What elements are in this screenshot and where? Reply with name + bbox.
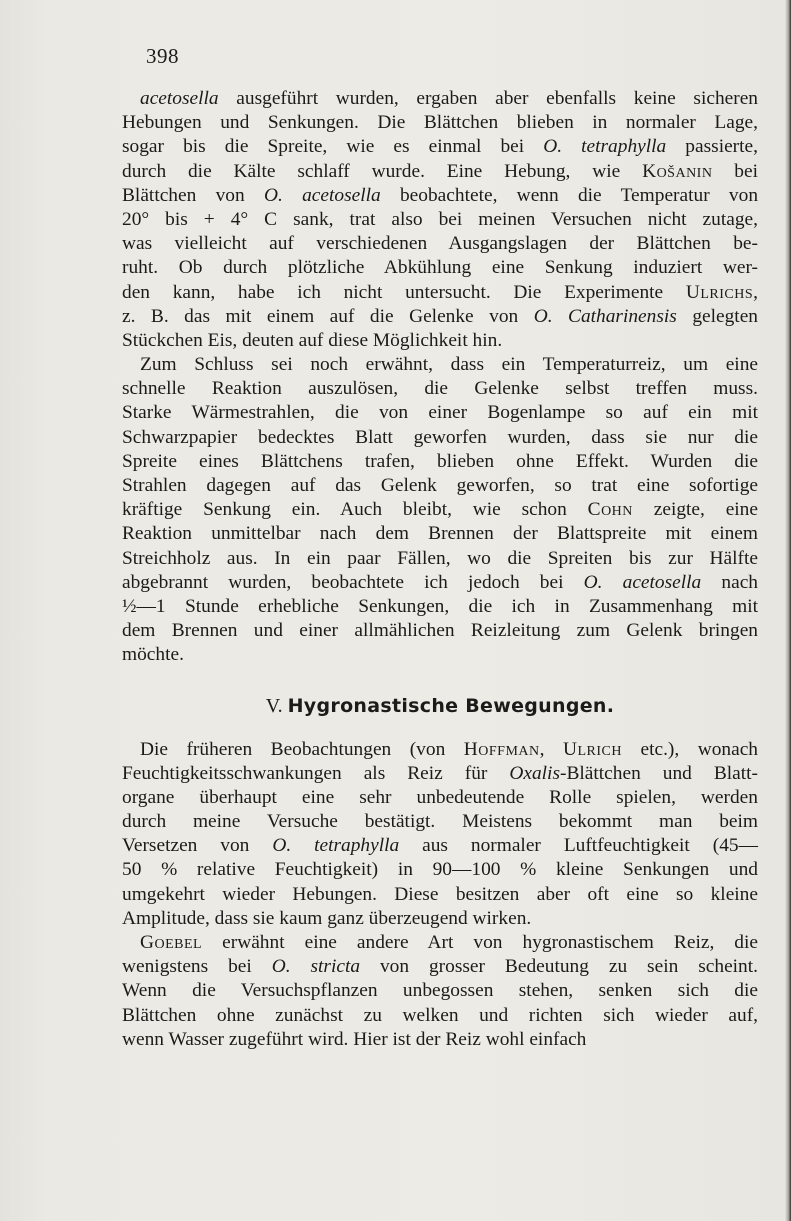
text-run: bei bbox=[712, 160, 759, 182]
text-line bbox=[122, 184, 758, 208]
text-line bbox=[122, 883, 758, 907]
author-name: Goebel bbox=[140, 932, 203, 953]
paragraph bbox=[122, 353, 758, 667]
text-line bbox=[122, 498, 758, 522]
text-line bbox=[122, 643, 758, 667]
text-line bbox=[122, 619, 758, 643]
paragraph bbox=[122, 738, 758, 932]
italic-text: O. stricta bbox=[271, 956, 361, 978]
text-run: Schwarzpapier bedecktes Blatt geworfen wurden, dass sie nur die bbox=[122, 426, 758, 448]
text-run: Die früheren Beobachtungen (von bbox=[140, 738, 464, 760]
text-run: sogar bis die Spreite, wie es einmal bei bbox=[122, 136, 544, 158]
text-line bbox=[122, 907, 758, 931]
text-line bbox=[122, 87, 758, 111]
text-run: ausgeführt wurden, ergaben aber ebenfalls keine sicheren bbox=[218, 88, 758, 109]
text-line bbox=[122, 522, 758, 546]
text-run: beobachtete, wenn die Temperatur von bbox=[380, 184, 759, 206]
text-run: Starke Wärmestrahlen, die von einer Bogenlampe so auf ein mit bbox=[122, 402, 758, 424]
text-line bbox=[122, 474, 758, 498]
text-run: von grosser Bedeutung zu sein scheint. bbox=[360, 956, 758, 978]
text-run: Hebungen und Senkungen. Die Blättchen blieben in normaler Lage, bbox=[122, 112, 758, 134]
text-line bbox=[122, 353, 758, 377]
text-run: 20° bis + 4° C sank, trat also bei meinen Versuchen nicht zutage, bbox=[122, 208, 758, 230]
text-line bbox=[122, 547, 758, 571]
text-run: Strahlen dagegen auf das Gelenk geworfen, so trat eine sofortige bbox=[122, 475, 758, 496]
text-run: 50 % relative Feuchtigkeit) in 90—100 % kleine Senkungen und bbox=[122, 859, 758, 881]
text-line bbox=[122, 858, 758, 882]
text-line bbox=[122, 450, 758, 474]
text-run: etc.), wonach bbox=[621, 738, 759, 760]
text-run: zeigte, eine bbox=[632, 499, 758, 521]
text-run: kräftige Senkung ein. Auch bleibt, wie schon bbox=[122, 499, 588, 521]
text-line bbox=[122, 111, 758, 135]
text-line bbox=[122, 377, 758, 401]
page-edge-shadow bbox=[785, 0, 791, 1221]
text-line bbox=[122, 1004, 758, 1028]
text-run: Blättchen ohne zunächst zu welken und richten sich wieder auf, bbox=[122, 1004, 758, 1026]
text-run: abgebrannt wurden, beobachtete ich jedoch bei bbox=[122, 571, 584, 593]
text-run: passierte, bbox=[666, 136, 758, 158]
paragraph bbox=[122, 87, 758, 353]
text-line bbox=[122, 955, 758, 979]
text-run: erwähnt eine andere Art von hygronastischem Reiz, die bbox=[202, 932, 758, 953]
text-line bbox=[122, 762, 758, 786]
author-name: Košanin bbox=[642, 160, 713, 182]
section-heading bbox=[122, 682, 758, 730]
text-run: durch die Kälte schlaff wurde. Eine Hebung, wie bbox=[122, 160, 643, 182]
italic-text: acetosella bbox=[140, 88, 219, 109]
author-name: Cohn bbox=[587, 499, 633, 521]
author-name: Ulrich bbox=[562, 738, 622, 760]
text-line bbox=[122, 834, 758, 858]
page-number: 398 bbox=[146, 44, 179, 68]
text-line bbox=[122, 208, 758, 232]
text-run: Amplitude, dass sie kaum ganz überzeugend wirken. bbox=[122, 907, 532, 929]
text-line bbox=[122, 931, 758, 955]
text-run: wenn Wasser zugeführt wird. Hier ist der Reiz wohl einfach bbox=[122, 1028, 587, 1050]
author-name: Ulrichs bbox=[685, 281, 754, 303]
section-number: V. bbox=[265, 694, 283, 717]
author-name: Hoffman bbox=[463, 738, 540, 760]
text-run: was vielleicht auf verschiedenen Ausgangslagen der Blättchen be- bbox=[122, 233, 758, 255]
text-line bbox=[122, 786, 758, 810]
body-text bbox=[122, 87, 758, 1052]
text-line bbox=[122, 135, 758, 159]
text-run: umgekehrt wieder Hebungen. Diese besitzen aber oft eine so kleine bbox=[122, 883, 758, 905]
text-line bbox=[122, 979, 758, 1003]
text-run: nach bbox=[701, 571, 758, 593]
italic-text: O. tetraphylla bbox=[272, 835, 400, 857]
text-line bbox=[122, 329, 758, 353]
text-line bbox=[122, 426, 758, 450]
text-run: ruht. Ob durch plötzliche Abkühlung eine Senkung induziert wer- bbox=[122, 257, 758, 279]
text-line bbox=[122, 160, 758, 184]
text-line bbox=[122, 256, 758, 280]
text-run: -Blättchen und Blatt- bbox=[560, 762, 758, 784]
text-run: wenigstens bei bbox=[122, 956, 272, 978]
text-run: Blättchen von bbox=[122, 184, 264, 206]
text-line bbox=[122, 281, 758, 305]
text-run: Wenn die Versuchspflanzen unbegossen stehen, senken sich die bbox=[122, 980, 758, 1002]
text-run: den kann, habe ich nicht untersucht. Die Experimente bbox=[122, 281, 686, 303]
italic-text: O. acetosella bbox=[263, 184, 381, 206]
text-run: , bbox=[753, 281, 758, 303]
text-run: möchte. bbox=[122, 644, 184, 666]
italic-text: O. tetraphylla bbox=[543, 136, 667, 158]
italic-text: Oxalis bbox=[509, 762, 560, 784]
text-run: schnelle Reaktion auszulösen, die Gelenke selbst treffen muss. bbox=[122, 378, 758, 400]
text-run: Spreite eines Blättchens trafen, blieben ohne Effekt. Wurden die bbox=[122, 450, 758, 472]
text-run: durch meine Versuche bestätigt. Meistens bekommt man beim bbox=[122, 811, 758, 833]
text-run: Zum Schluss sei noch erwähnt, dass ein Temperaturreiz, um eine bbox=[140, 354, 758, 376]
text-run: Reaktion unmittelbar nach dem Brennen der Blattspreite mit einem bbox=[122, 523, 758, 545]
text-line bbox=[122, 571, 758, 595]
text-run: , bbox=[539, 738, 563, 760]
italic-text: O. acetosella bbox=[583, 571, 702, 593]
text-line bbox=[122, 305, 758, 329]
text-run: aus normaler Luftfeuchtigkeit (45— bbox=[399, 835, 758, 857]
text-run: z. B. das mit einem auf die Gelenke von bbox=[122, 305, 534, 327]
text-run: gelegten bbox=[676, 305, 758, 327]
text-run: ½—1 Stunde erhebliche Senkungen, die ich in Zusammenhang mit bbox=[122, 595, 758, 617]
text-run: Feuchtigkeitsschwankungen als Reiz für bbox=[122, 762, 510, 784]
section-title: Hygronastische Bewegungen. bbox=[287, 694, 615, 717]
text-line bbox=[122, 810, 758, 834]
text-line bbox=[122, 595, 758, 619]
text-line bbox=[122, 401, 758, 425]
text-line bbox=[122, 738, 758, 762]
text-run: Streichholz aus. In ein paar Fällen, wo die Spreiten bis zur Hälfte bbox=[122, 547, 758, 569]
text-run: Stückchen Eis, deuten auf diese Möglichkeit hin. bbox=[122, 329, 503, 351]
italic-text: O. Catharinensis bbox=[533, 305, 677, 327]
text-run: organe überhaupt eine sehr unbedeutende Rolle spielen, werden bbox=[122, 786, 758, 808]
text-line bbox=[122, 1028, 758, 1052]
text-run: Versetzen von bbox=[122, 835, 273, 857]
text-run: dem Brennen und einer allmählichen Reizleitung zum Gelenk bringen bbox=[122, 620, 758, 642]
paragraph bbox=[122, 931, 758, 1052]
text-line bbox=[122, 232, 758, 256]
